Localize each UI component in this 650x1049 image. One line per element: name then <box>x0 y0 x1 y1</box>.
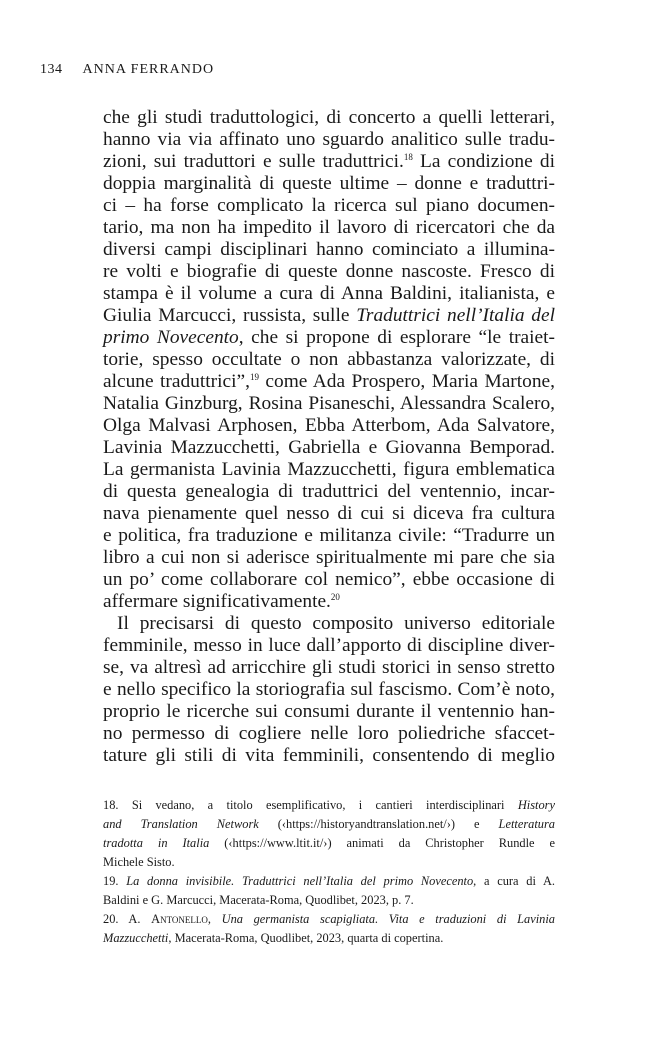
footnote-line: tradotta in Italia (‹https://www.ltit.it/›) animati da Christopher Rundle e <box>103 836 556 850</box>
running-header <box>40 62 214 78</box>
text-line: se, va altresì ad arricchire gli studi storici in senso stretto <box>103 657 555 678</box>
body-text <box>103 107 555 767</box>
text-line: Lavinia Mazzucchetti, Gabriella e Giovanna Bemporad. <box>103 437 555 458</box>
text-line: doppia marginalità di queste ultime – donne e traduttri- <box>103 173 555 194</box>
text-line: primo Novecento, che si propone di esplorare “le traiet- <box>103 327 555 348</box>
text-line: no permesso di cogliere nelle loro poliedriche sfaccet- <box>103 723 555 744</box>
footnote-line: 18. Si vedano, a titolo esemplificativo, i cantieri interdisciplinari History <box>103 798 555 812</box>
footnote-ref-20: 20 <box>330 592 340 602</box>
book-title: Traduttrici nell’Italia del <box>356 305 555 326</box>
text-line: e nello specifico la storiografia sul fascismo. Com’è noto, <box>103 679 555 700</box>
text-line: un po’ come collaborare col nemico”, ebbe occasione di <box>103 569 555 590</box>
text-line: affermare significativamente.$^{20}$ <box>103 591 340 612</box>
footnotes <box>103 796 555 948</box>
footnote-ref-18: 18 <box>403 152 413 162</box>
text-line: Natalia Ginzburg, Rosina Pisaneschi, Alessandra Scalero, <box>103 393 555 414</box>
text-line: tario, ma non ha impedito il lavoro di ricercatori che da <box>103 217 555 238</box>
book-title: primo Novecento <box>103 327 239 348</box>
text-line: zioni, sui traduttori e sulle traduttrici.$^{18}$ La condizione di <box>103 151 555 172</box>
text-line: torie, spesso occultate o non abbastanza valorizzate, di <box>103 349 555 370</box>
text-line: e politica, fra traduzione e militanza civile: “Tradurre un <box>103 525 555 546</box>
text-line: La germanista Lavinia Mazzucchetti, figura emblematica <box>103 459 555 480</box>
running-header-author: ANNA FERRANDO <box>82 62 215 77</box>
text-line: nava pienamente quel nesso di cui si diceva fra cultura <box>103 503 555 524</box>
text-line: Olga Malvasi Arphosen, Ebba Atterbom, Ada Salvatore, <box>103 415 555 436</box>
text-line: proprio le ricerche sui consumi durante il ventennio han- <box>103 701 555 722</box>
text-line: re volti e biografie di queste donne nascoste. Fresco di <box>103 261 555 282</box>
page-number: 134 <box>40 62 63 77</box>
footnote-line: 19. La donna invisibile. Traduttrici nell’Italia del primo Novecento, a cura di A. <box>103 874 555 888</box>
text-line: Il precisarsi di questo composito universo editoriale <box>117 613 555 634</box>
text-line: femminile, messo in luce dall’apporto di discipline diver- <box>103 635 555 656</box>
text-line: libro a cui non si aderisce spiritualmente mi pare che sia <box>103 547 555 568</box>
footnote-line: and Translation Network (‹https://historyandtranslation.net/›) e Letteratura <box>103 817 555 831</box>
footnote-line: Michele Sisto. <box>103 855 175 869</box>
footnote-ref-19: 19 <box>249 372 259 382</box>
text-line: ci – ha forse complicato la ricerca sul piano documen- <box>103 195 555 216</box>
text-line: tature gli stili di vita femminili, consentendo di meglio <box>103 745 555 766</box>
text-line: alcune traduttrici”,$^{19}$ come Ada Prospero, Maria Martone, <box>103 371 555 392</box>
text-line: che gli studi traduttologici, di concerto a quelli letterari, <box>103 107 555 128</box>
text-line: stampa è il volume a cura di Anna Baldini, italianista, e <box>103 283 555 304</box>
footnote-line: Mazzucchetti, Macerata-Roma, Quodlibet, 2023, quarta di copertina. <box>103 931 444 945</box>
text-line: diversi campi disciplinari hanno cominciato a illumina- <box>103 239 555 260</box>
footnote-line: 20. A. Antonello, Una germanista scapigliata. Vita e traduzioni di Lavinia <box>103 912 556 926</box>
footnote-line: Baldini e G. Marcucci, Macerata-Roma, Quodlibet, 2023, p. 7. <box>103 893 414 907</box>
text-line: hanno via via affinato uno sguardo analitico sulle tradu- <box>103 129 555 150</box>
text-line: Giulia Marcucci, russista, sulle Traduttrici nell’Italia del <box>103 305 555 326</box>
text-line: di questa genealogia di traduttrici del ventennio, incar- <box>103 481 555 502</box>
